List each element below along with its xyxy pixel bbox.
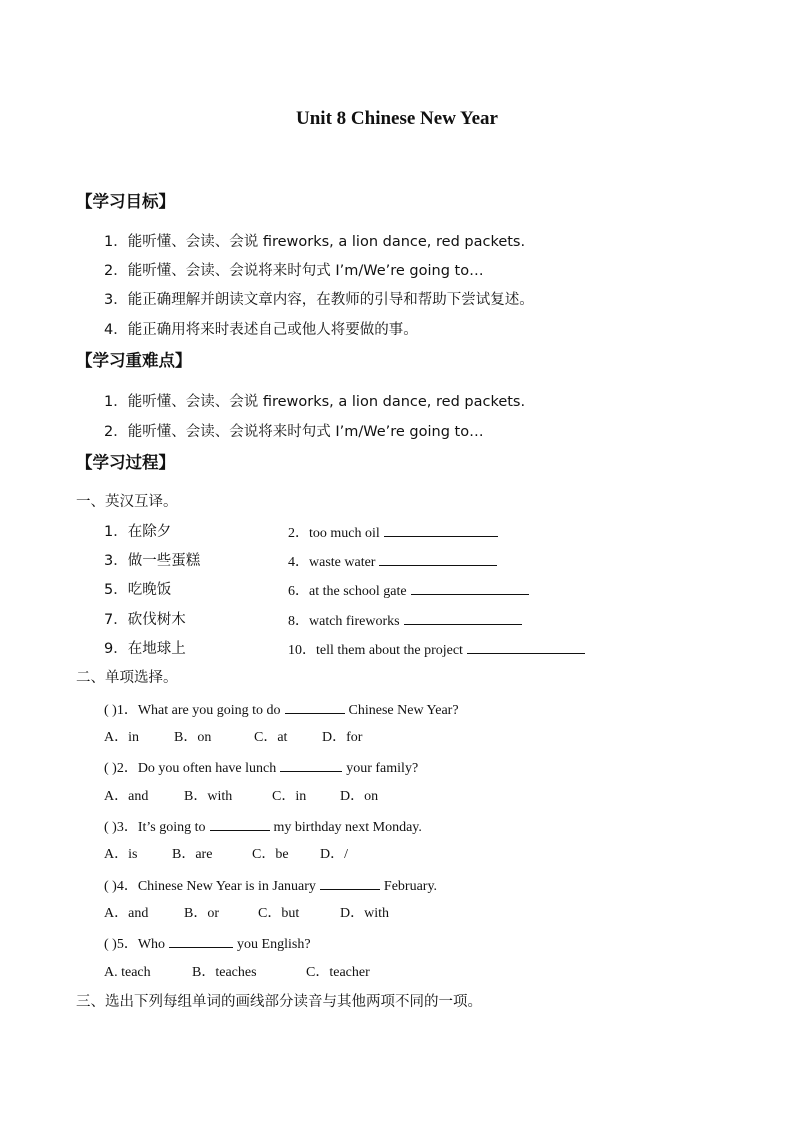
question-3: ( )3．It’s going to my birthday next Monday. <box>104 816 422 838</box>
question-4-options <box>104 904 389 924</box>
answer-blank[interactable] <box>411 580 529 595</box>
answer-blank[interactable] <box>280 757 342 772</box>
goal-item-1: 1．能听懂、会读、会说 fireworks, a lion dance, red packets. <box>104 234 526 250</box>
option[interactable]: B．are <box>172 847 213 862</box>
answer-blank[interactable] <box>404 610 522 625</box>
option[interactable]: C．teacher <box>306 965 370 980</box>
answer-blank[interactable] <box>320 875 380 890</box>
answer-blank[interactable] <box>169 933 233 948</box>
option[interactable]: B．with <box>184 789 233 804</box>
goal-item-4: 4．能正确用将来时表述自己或他人将要做的事。 <box>104 322 418 338</box>
option[interactable]: A. teach <box>104 965 151 980</box>
option[interactable]: D．on <box>340 789 379 804</box>
option[interactable]: C．in <box>272 789 307 804</box>
option[interactable]: B．or <box>184 906 219 921</box>
question-2-options <box>104 787 378 807</box>
part2-heading: 二、单项选择。 <box>76 670 178 686</box>
option[interactable]: D．/ <box>320 847 348 862</box>
option[interactable]: D．for <box>322 730 363 745</box>
part1-heading: 一、英汉互译。 <box>76 494 178 510</box>
question-5-options <box>104 963 370 983</box>
part3-heading: 三、选出下列每组单词的画线部分读音与其他两项不同的一项。 <box>76 994 482 1010</box>
option[interactable]: C．but <box>258 906 300 921</box>
question-1-options <box>104 728 362 748</box>
goal-item-3: 3．能正确理解并朗读文章内容，在教师的引导和帮助下尝试复述。 <box>104 292 534 308</box>
translate-item-10: 10．tell them about the project <box>288 639 585 661</box>
translate-item-7: 7．砍伐树木 <box>104 612 186 628</box>
question-2: ( )2．Do you often have lunch your family? <box>104 757 418 779</box>
translate-item-8: 8．watch fireworks <box>288 610 522 632</box>
option[interactable]: A．is <box>104 847 138 862</box>
key-point-item-1: 1．能听懂、会读、会说 fireworks, a lion dance, red packets. <box>104 394 526 410</box>
option[interactable]: D．with <box>340 906 389 921</box>
question-3-options <box>104 845 348 865</box>
question-4: ( )4．Chinese New Year is in January February. <box>104 875 437 897</box>
goal-item-2: 2．能听懂、会读、会说将来时句式 I’m/We’re going to… <box>104 263 484 279</box>
question-5: ( )5．Who you English? <box>104 933 311 955</box>
translate-item-6: 6．at the school gate <box>288 580 529 602</box>
translate-item-4: 4．waste water <box>288 551 497 573</box>
option[interactable]: A．and <box>104 906 149 921</box>
option[interactable]: A．in <box>104 730 139 745</box>
answer-blank[interactable] <box>379 551 497 566</box>
question-1: ( )1．What are you going to do Chinese New Year? <box>104 699 459 721</box>
translate-item-1: 1．在除夕 <box>104 524 172 540</box>
answer-blank[interactable] <box>210 816 270 831</box>
option[interactable]: C．be <box>252 847 289 862</box>
answer-blank[interactable] <box>467 639 585 654</box>
page-title: Unit 8 Chinese New Year <box>296 108 498 129</box>
translate-item-3: 3．做一些蛋糕 <box>104 553 201 569</box>
option[interactable]: A．and <box>104 789 149 804</box>
heading-goals: 【学习目标】 <box>76 192 175 211</box>
option[interactable]: C．at <box>254 730 288 745</box>
option[interactable]: B．teaches <box>192 965 257 980</box>
answer-blank[interactable] <box>285 699 345 714</box>
heading-process: 【学习过程】 <box>76 453 175 472</box>
key-point-item-2: 2．能听懂、会读、会说将来时句式 I’m/We’re going to… <box>104 424 484 440</box>
heading-key-points: 【学习重难点】 <box>76 351 192 370</box>
translate-item-5: 5．吃晚饭 <box>104 582 172 598</box>
option[interactable]: B．on <box>174 730 212 745</box>
answer-blank[interactable] <box>384 522 498 537</box>
translate-item-9: 9．在地球上 <box>104 641 186 657</box>
translate-item-2: 2．too much oil <box>288 522 498 544</box>
